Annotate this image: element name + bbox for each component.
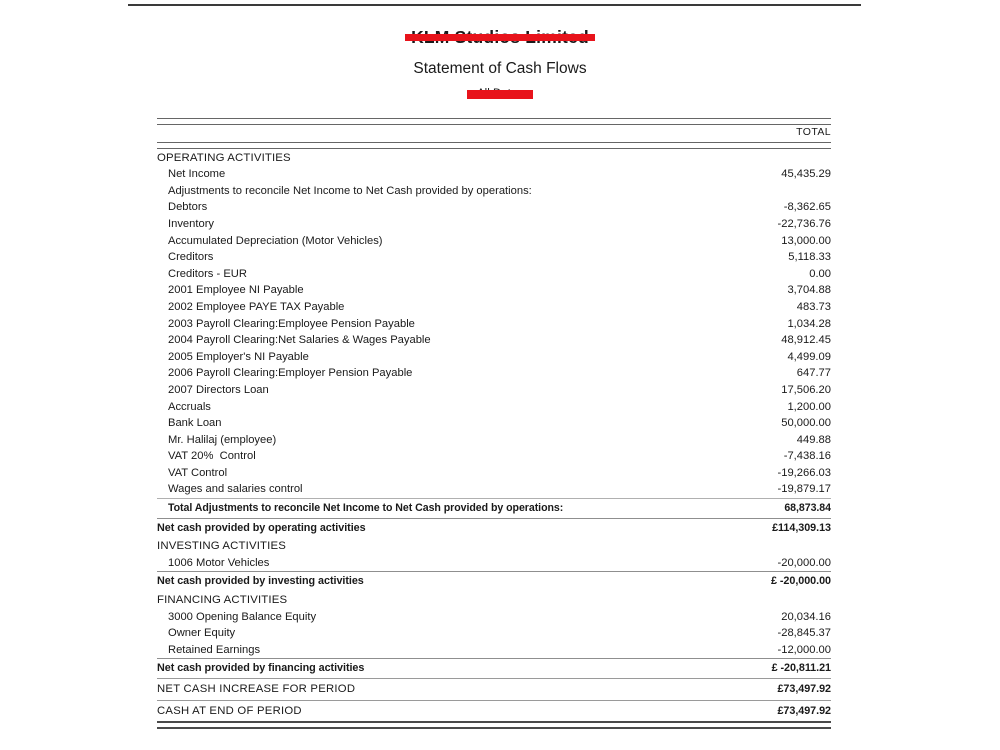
row-amount [744,591,831,609]
table-row [157,183,831,200]
row-amount: 647.77 [796,367,831,380]
row-amount: 449.88 [796,433,831,446]
row-amount: 45,435.29 [781,168,831,181]
row-label: Net cash provided by financing activities [157,659,744,679]
row-label: Accumulated Depreciation (Motor Vehicles) [168,234,383,247]
row-label: 2005 Employer's NI Payable [168,350,309,363]
table-row [157,399,831,416]
row-label: Creditors [168,251,214,264]
row-label: VAT Control [168,466,228,479]
row-amount: 48,912.45 [781,334,831,347]
table-row [157,266,831,283]
cash-flow-table-body [157,119,831,729]
table-row [157,282,831,299]
date-range [477,87,523,101]
company-name [411,26,589,48]
row-label: 2001 Employee NI Payable [168,284,304,297]
table-row [157,166,831,183]
row-amount: -12,000.00 [777,643,831,656]
page-title: Statement of Cash Flows [413,60,587,77]
row-label: Net cash provided by operating activities [157,518,744,537]
row-amount: £114,309.13 [744,518,831,537]
row-label: OPERATING ACTIVITIES [157,151,291,164]
row-label: Inventory [168,217,215,230]
table-row [157,382,831,399]
row-amount: £ -20,000.00 [744,572,831,591]
row-amount: -19,879.17 [777,483,831,496]
row-amount: 17,506.20 [781,383,831,396]
grand-total-row [157,679,831,701]
row-amount: -20,000.00 [777,556,831,569]
row-amount: -19,266.03 [777,466,831,479]
table-row [157,216,831,233]
row-label: VAT 20% Control [168,450,256,463]
row-label: 2002 Employee PAYE TAX Payable [168,300,345,313]
table-bottom-rule [157,722,831,728]
table-row [157,299,831,316]
table-row [157,332,831,349]
row-label: 2006 Payroll Clearing:Employer Pension Payable [168,367,413,380]
row-label: Owner Equity [168,627,236,640]
row-label: Creditors - EUR [168,267,247,280]
row-label: Net Income [168,168,226,181]
row-amount: 20,034.16 [781,610,831,623]
table-row [157,609,831,626]
table-row [157,448,831,465]
row-amount: £73,497.92 [744,679,831,701]
report-heading [0,26,1000,102]
row-amount: 5,118.33 [788,251,831,264]
row-amount: 1,034.28 [787,317,831,330]
cash-flow-statement [157,118,831,729]
row-amount: 50,000.00 [781,417,831,430]
section-header-row [157,591,831,609]
table-header-row [157,125,831,143]
table-row [157,465,831,482]
row-label: Mr. Halilaj (employee) [168,433,277,446]
row-label: 2007 Directors Loan [168,383,269,396]
table-row [157,415,831,432]
table-bottom-rule-cell [157,722,831,728]
row-label: Retained Earnings [168,643,261,656]
table-row [157,199,831,216]
total-row [157,518,831,537]
table-row [157,481,831,498]
row-amount: -7,438.16 [783,450,831,463]
row-amount: 1,200.00 [787,400,831,413]
date-range-redaction-bar [467,90,533,99]
row-amount: 13,000.00 [781,234,831,247]
row-label: 3000 Opening Balance Equity [168,610,317,623]
row-amount: £ -20,811.21 [744,659,831,679]
page-top-rule [128,4,861,6]
row-amount: 483.73 [796,300,831,313]
row-amount [744,148,831,166]
row-label: Net cash provided by investing activities [157,572,744,591]
cash-flow-table [157,118,831,729]
table-row [157,316,831,333]
section-header-row [157,537,831,555]
total-row [157,659,831,679]
row-label: CASH AT END OF PERIOD [157,700,744,722]
row-label: 2004 Payroll Clearing:Net Salaries & Wages Payable [168,334,431,347]
row-label: 2003 Payroll Clearing:Employee Pension Payable [168,317,415,330]
table-row [157,249,831,266]
row-amount [744,537,831,555]
row-label: 1006 Motor Vehicles [168,556,270,569]
row-amount [744,183,831,200]
total-row [157,572,831,591]
row-label: NET CASH INCREASE FOR PERIOD [157,679,744,701]
column-header-total: TOTAL [796,126,831,138]
row-amount: £73,497.92 [744,700,831,722]
table-row [157,642,831,659]
section-header-row [157,148,831,166]
row-label: Debtors [168,201,208,214]
table-row [157,233,831,250]
row-label: Accruals [168,400,211,413]
row-amount: 3,704.88 [787,284,831,297]
row-amount: -8,362.65 [783,201,831,214]
table-row [157,349,831,366]
row-amount: -22,736.76 [777,217,831,230]
table-row [157,365,831,382]
table-row [157,555,831,572]
row-label: Adjustments to reconcile Net Income to Net Cash provided by operations: [168,184,532,197]
row-amount: -28,845.37 [777,627,831,640]
grand-total-row [157,700,831,722]
subtotal-row [157,499,831,519]
table-row [157,432,831,449]
row-label: Bank Loan [168,417,222,430]
row-amount: 0.00 [809,267,831,280]
row-label: INVESTING ACTIVITIES [157,540,286,553]
table-row [157,625,831,642]
column-header-blank [157,125,744,143]
company-name-redaction-bar [405,34,595,41]
row-label: Total Adjustments to reconcile Net Income to Net Cash provided by operations: [157,499,744,519]
row-label: Wages and salaries control [168,483,303,496]
row-amount: 68,873.84 [744,499,831,519]
row-amount: 4,499.09 [787,350,831,363]
row-label: FINANCING ACTIVITIES [157,594,288,607]
